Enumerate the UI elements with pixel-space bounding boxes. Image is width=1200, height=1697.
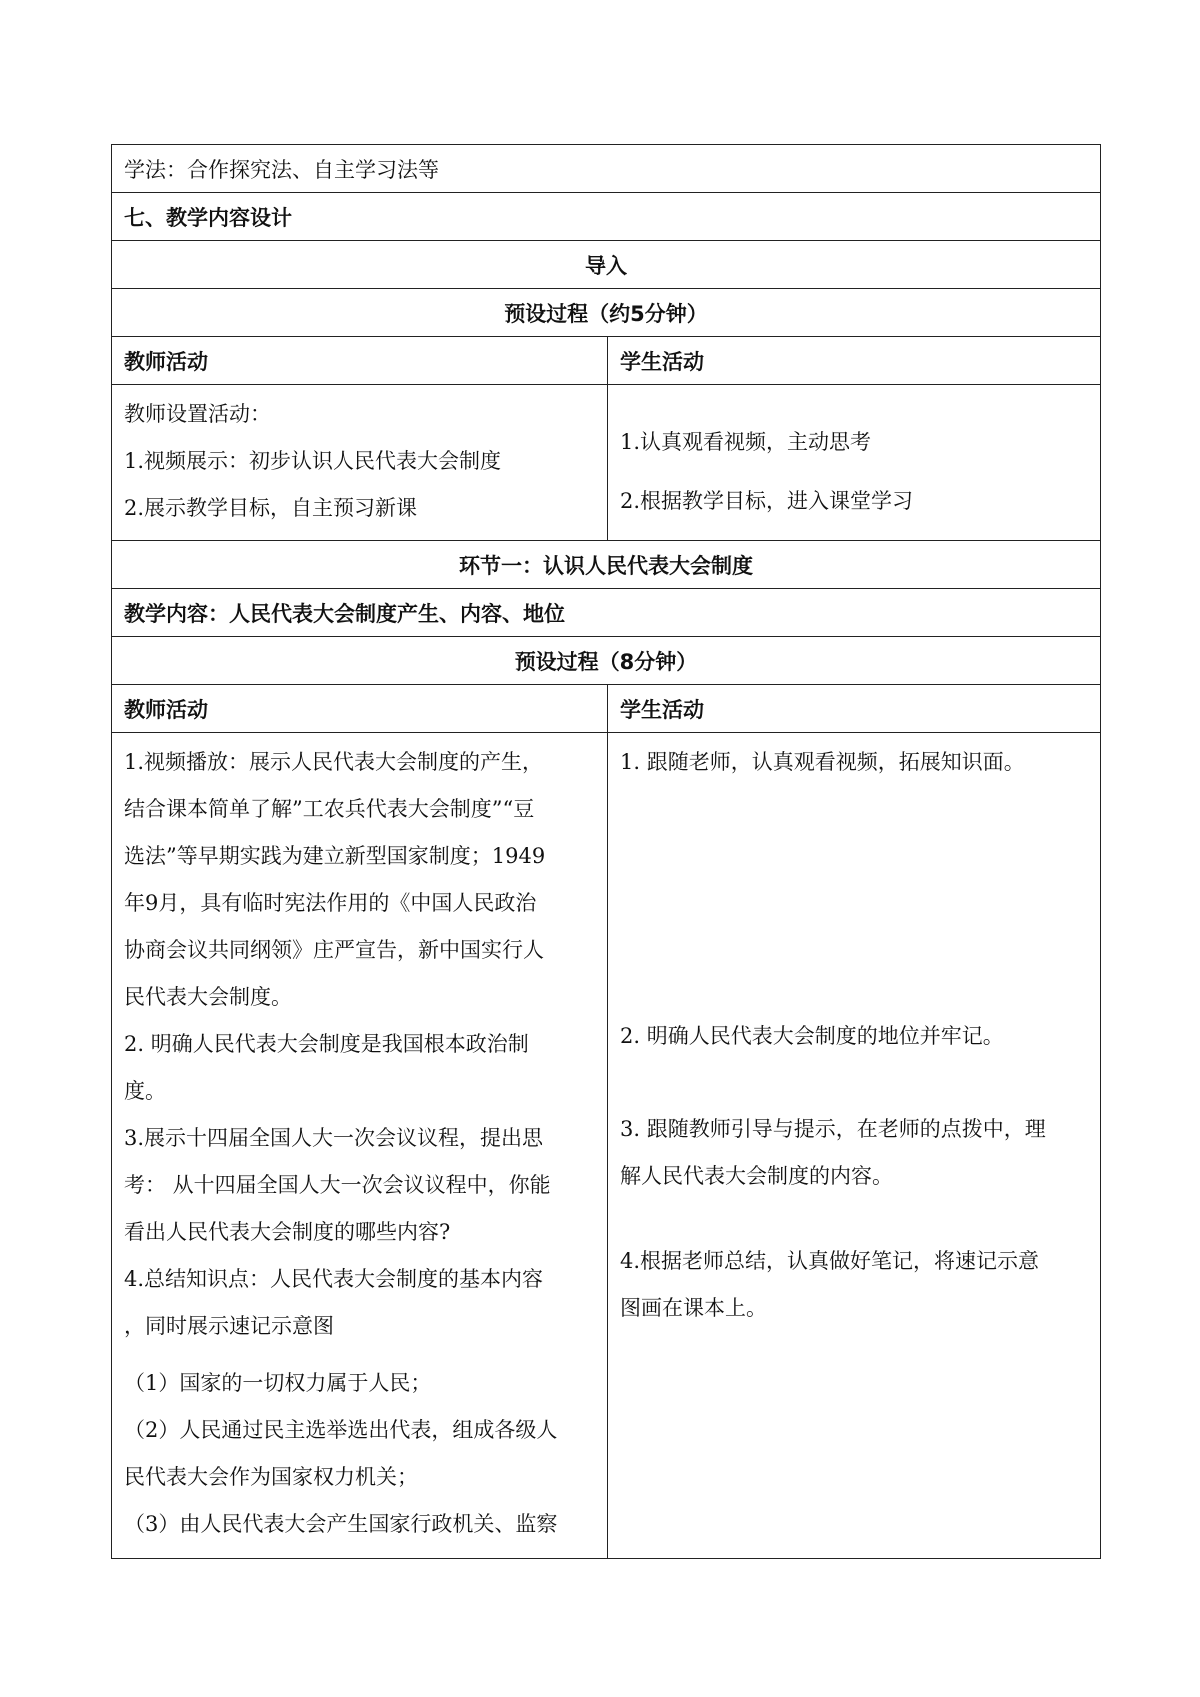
stage-one-title: 环节一：认识人民代表大会制度 (459, 553, 753, 578)
student-line: 2. 明确人民代表大会制度的地位并牢记。 (620, 1024, 1004, 1048)
intro-process-cell (112, 289, 1101, 337)
teacher-line: 4.总结知识点：人民代表大会制度的基本内容 (124, 1267, 544, 1291)
student-column-header (608, 337, 1101, 385)
study-method-cell (112, 145, 1101, 193)
teacher-line: 协商会议共同纲领》庄严宣告，新中国实行人 (124, 938, 544, 962)
intro-title-cell (112, 241, 1101, 289)
intro-student-activity (608, 385, 1101, 541)
intro-title: 导入 (585, 253, 627, 278)
intro-teacher-line: 1.视频展示：初步认识人民代表大会制度 (124, 449, 502, 473)
stage-one-content: 教学内容：人民代表大会制度产生、内容、地位 (124, 601, 565, 626)
teacher-line: 3.展示十四届全国人大一次会议议程，提出思 (124, 1126, 544, 1150)
teacher-line: （2）人民通过民主选举选出代表，组成各级人 (124, 1418, 558, 1442)
teacher-column-header (112, 337, 608, 385)
stage-one-process: 预设过程（8分钟） (514, 649, 698, 674)
stage-one-title-cell (112, 541, 1101, 589)
teacher-line: 民代表大会制度。 (124, 985, 292, 1009)
intro-process: 预设过程（约5分钟） (504, 301, 708, 326)
student-column-header-2 (608, 685, 1101, 733)
student-line: 解人民代表大会制度的内容。 (620, 1164, 893, 1188)
teacher-column-header-2 (112, 685, 608, 733)
section-seven-cell (112, 193, 1101, 241)
stage-one-student-activity (608, 733, 1101, 1559)
stage-one-teacher-activity (112, 733, 608, 1559)
intro-teacher-activity (112, 385, 608, 541)
teacher-line: 1.视频播放：展示人民代表大会制度的产生， (124, 750, 544, 774)
student-line: 图画在课本上。 (620, 1296, 767, 1320)
teacher-header-label-2: 教师活动 (124, 697, 208, 722)
teacher-line: （1）国家的一切权力属于人民； (124, 1371, 432, 1395)
teacher-line: 选法”等早期实践为建立新型国家制度；1949 (124, 844, 546, 868)
teacher-line: 考： 从十四届全国人大一次会议议程中，你能 (124, 1173, 551, 1197)
teacher-line: 度。 (124, 1079, 166, 1103)
stage-one-process-cell (112, 637, 1101, 685)
teacher-line: 2. 明确人民代表大会制度是我国根本政治制 (124, 1032, 529, 1056)
student-line: 4.根据老师总结，认真做好笔记，将速记示意 (620, 1249, 1040, 1273)
student-line: 1. 跟随老师，认真观看视频，拓展知识面。 (620, 750, 1025, 774)
student-header-label: 学生活动 (620, 349, 704, 374)
lesson-plan-table (111, 144, 1101, 1559)
teacher-header-label: 教师活动 (124, 349, 208, 374)
stage-one-content-cell (112, 589, 1101, 637)
intro-teacher-line: 教师设置活动： (124, 402, 271, 426)
intro-teacher-line: 2.展示教学目标，自主预习新课 (124, 496, 418, 520)
teacher-line: 年9月，具有临时宪法作用的《中国人民政治 (124, 891, 537, 915)
student-header-label-2: 学生活动 (620, 697, 704, 722)
section-heading: 七、教学内容设计 (124, 205, 292, 230)
teacher-line: （3）由人民代表大会产生国家行政机关、监察 (124, 1512, 558, 1536)
teacher-line: 结合课本简单了解”工农兵代表大会制度”“豆 (124, 797, 535, 821)
teacher-line: 看出人民代表大会制度的哪些内容? (124, 1220, 451, 1244)
teacher-line: ，同时展示速记示意图 (124, 1314, 334, 1338)
teacher-line: 民代表大会作为国家权力机关； (124, 1465, 418, 1489)
intro-student-line: 1.认真观看视频，主动思考 (620, 430, 872, 454)
student-line: 3. 跟随教师引导与提示，在老师的点拨中，理 (620, 1117, 1046, 1141)
intro-student-line: 2.根据教学目标，进入课堂学习 (620, 489, 914, 513)
study-method: 学法：合作探究法、自主学习法等 (124, 157, 439, 182)
